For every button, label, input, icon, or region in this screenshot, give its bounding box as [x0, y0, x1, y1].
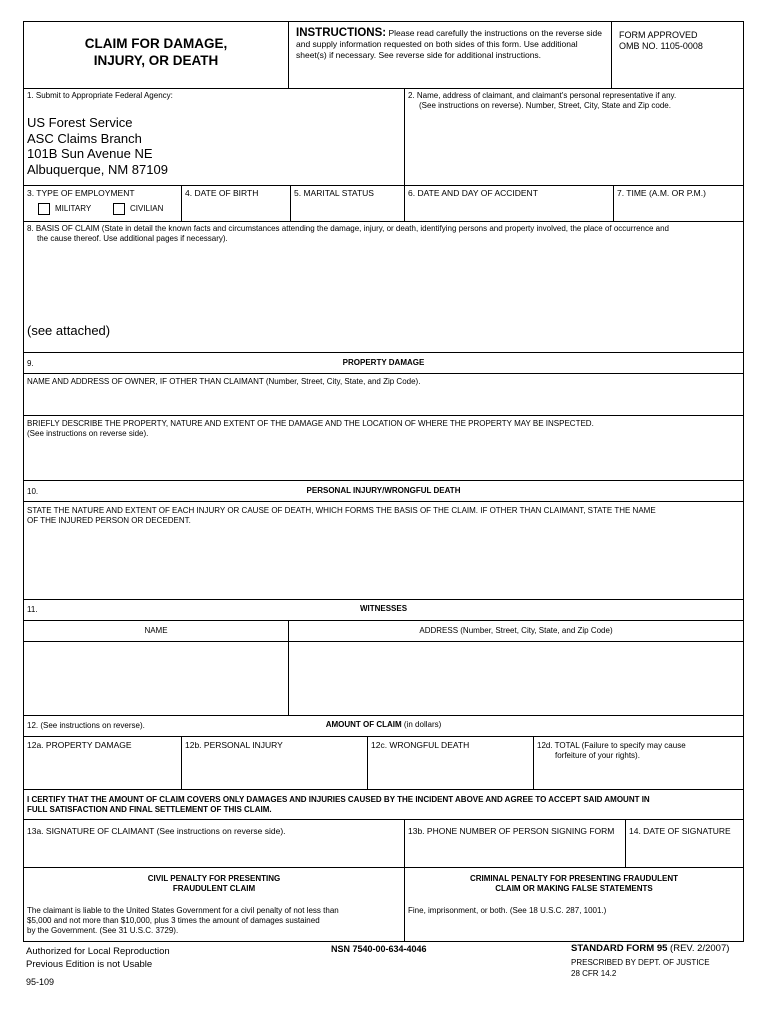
civil-penalty-line: $5,000 and not more than $10,000, plus 3 times the amount of damages sustained	[27, 916, 320, 925]
amount-of-claim-heading	[24, 720, 743, 730]
divider	[24, 620, 743, 621]
claimant-label	[408, 91, 743, 111]
claimant-label-line: (See instructions on reverse). Number, Street, City, State and Zip code.	[419, 101, 671, 110]
civilian-label: CIVILIAN	[130, 204, 164, 213]
reproduction-line: Previous Edition is not Usable	[26, 958, 153, 970]
phone-field[interactable]	[405, 838, 624, 866]
injury-label-line: STATE THE NATURE AND EXTENT OF EACH INJURY OR CAUSE OF DEATH, WHICH FORMS THE BASIS OF THE CLAIM. IF OTHER THAN CLAIMANT, STATE THE NAME	[27, 506, 656, 515]
criminal-penalty-text: Fine, imprisonment, or both. (See 18 U.S.C. 287, 1001.)	[408, 906, 607, 915]
standard-form-revision: (REV. 2/2007)	[667, 943, 730, 954]
prescribed-line: PRESCRIBED BY DEPT. OF JUSTICE	[571, 958, 710, 967]
divider	[288, 22, 289, 88]
divider	[24, 373, 743, 374]
agency-line: 101B Sun Avenue NE	[27, 146, 153, 161]
agency-line: US Forest Service	[27, 115, 133, 130]
form-title	[24, 35, 288, 69]
signature-label: 13a. SIGNATURE OF CLAIMANT (See instructions on reverse side).	[27, 826, 286, 836]
basis-value[interactable]: (see attached)	[27, 323, 111, 338]
divider	[24, 789, 743, 790]
nsn-number: NSN 7540-00-634-4046	[331, 944, 427, 954]
divider	[613, 185, 614, 221]
agency-label: 1. Submit to Appropriate Federal Agency:	[27, 91, 173, 100]
reproduction-note	[26, 946, 170, 971]
employment-label: 3. TYPE OF EMPLOYMENT	[27, 188, 135, 198]
basis-label	[27, 224, 741, 244]
divider	[24, 480, 743, 481]
prescribed-line: 28 CFR 14.2	[571, 968, 617, 978]
divider	[181, 185, 182, 221]
property-description-line: (See instructions on reverse side).	[27, 429, 149, 438]
signature-field[interactable]	[25, 838, 403, 866]
property-description-label	[27, 419, 741, 439]
military-label: MILITARY	[55, 204, 92, 213]
certification-line: FULL SATISFACTION AND FINAL SETTLEMENT OF THIS CLAIM.	[27, 805, 272, 814]
divider	[24, 715, 743, 716]
witness-address-header: ADDRESS (Number, Street, City, State, and Zip Code)	[419, 626, 613, 635]
divider	[24, 352, 743, 353]
instructions	[296, 28, 606, 61]
civil-penalty-line: The claimant is liable to the United States Government for a civil penalty of not less than	[27, 906, 339, 915]
dob-label: 4. DATE OF BIRTH	[185, 188, 259, 198]
personal-injury-heading: PERSONAL INJURY/WRONGFUL DEATH	[306, 486, 461, 495]
divider	[367, 736, 368, 789]
divider	[404, 185, 405, 221]
phone-label: 13b. PHONE NUMBER OF PERSON SIGNING FORM	[408, 826, 615, 836]
divider	[24, 185, 743, 186]
divider	[24, 415, 743, 416]
section-10-number: 10.	[27, 487, 39, 496]
injury-label	[27, 506, 741, 526]
basis-label-line: the cause thereof. Use additional pages if necessary).	[37, 234, 228, 243]
signature-date-label: 14. DATE OF SIGNATURE	[629, 826, 731, 836]
instructions-text: Please read carefully the instructions on the reverse side and supply information requested on both sides of this form. Use additional sheet(s) if necessary. See reverse side for additional instructions.	[296, 28, 603, 60]
total-label-line: forfeiture of your rights).	[555, 751, 640, 760]
approval-line: FORM APPROVED	[619, 30, 698, 40]
signature-date-field[interactable]	[626, 838, 743, 866]
military-option[interactable]	[38, 203, 91, 215]
approval-line: OMB NO. 1105-0008	[619, 41, 703, 51]
amount-heading-note: (in dollars)	[401, 720, 442, 729]
form-title-line: INJURY, OR DEATH	[93, 53, 219, 68]
divider	[24, 501, 743, 502]
civil-penalty-title	[24, 874, 404, 894]
marital-status-label: 5. MARITAL STATUS	[294, 188, 374, 198]
basis-label-line: 8. BASIS OF CLAIM (State in detail the known facts and circumstances attending the damage, injury, or death, identifying persons and property involved, the place of occurrence and	[27, 224, 669, 233]
amount-heading: AMOUNT OF CLAIM	[325, 720, 402, 729]
injury-label-line: OF THE INJURED PERSON OR DECEDENT.	[27, 516, 191, 525]
civilian-checkbox[interactable]	[113, 203, 125, 215]
divider	[24, 867, 743, 868]
owner-label: NAME AND ADDRESS OF OWNER, IF OTHER THAN CLAIMANT (Number, Street, City, State, and Zip Code).	[27, 377, 421, 386]
divider	[24, 819, 743, 820]
divider	[24, 88, 743, 89]
prescribed-by	[571, 958, 710, 979]
divider	[24, 221, 743, 222]
section-9-number: 9.	[27, 359, 34, 368]
claimant-label-line: 2. Name, address of claimant, and claimant's personal representative if any.	[408, 91, 677, 100]
total-label-line: 12d. TOTAL (Failure to specify may cause	[537, 741, 686, 750]
witness-name-header: NAME	[144, 626, 168, 635]
form-code: 95-109	[26, 977, 55, 987]
divider	[290, 185, 291, 221]
criminal-penalty-title	[405, 874, 743, 894]
divider	[24, 641, 743, 642]
property-description-line: BRIEFLY DESCRIBE THE PROPERTY, NATURE AND EXTENT OF THE DAMAGE AND THE LOCATION OF WHERE THE PROPERTY MAY BE INSPECTED.	[27, 419, 594, 428]
divider	[533, 736, 534, 789]
accident-date-label: 6. DATE AND DAY OF ACCIDENT	[408, 188, 538, 198]
military-checkbox[interactable]	[38, 203, 50, 215]
criminal-penalty-title-line: CLAIM OR MAKING FALSE STATEMENTS	[495, 884, 653, 893]
claimant-field[interactable]	[405, 112, 743, 184]
witnesses-heading: WITNESSES	[359, 604, 408, 613]
criminal-penalty-title-line: CRIMINAL PENALTY FOR PRESENTING FRAUDULENT	[469, 874, 678, 883]
total-amount-label	[537, 741, 741, 761]
standard-form-label	[571, 943, 729, 955]
civil-penalty-title-line: FRAUDULENT CLAIM	[172, 884, 256, 893]
instructions-label: INSTRUCTIONS:	[296, 27, 387, 39]
civilian-option[interactable]	[113, 203, 163, 215]
divider	[181, 736, 182, 789]
divider	[611, 22, 612, 88]
civil-penalty-line: by the Government. (See 31 U.S.C. 3729).	[27, 926, 179, 935]
civil-penalty-text	[27, 906, 401, 936]
claim-form	[23, 21, 744, 942]
standard-form-name: STANDARD FORM 95	[571, 943, 668, 954]
agency-address[interactable]	[27, 115, 397, 177]
property-damage-heading: PROPERTY DAMAGE	[342, 358, 425, 367]
accident-time-label: 7. TIME (A.M. OR P.M.)	[617, 188, 706, 198]
wrongful-death-amount-label: 12c. WRONGFUL DEATH	[371, 740, 470, 750]
reproduction-line: Authorized for Local Reproduction	[26, 946, 170, 957]
omb-approval	[619, 30, 739, 52]
divider	[24, 736, 743, 737]
section-12-number: 12. (See instructions on reverse).	[27, 721, 145, 730]
agency-line: Albuquerque, NM 87109	[27, 161, 168, 177]
personal-injury-amount-label: 12b. PERSONAL INJURY	[185, 740, 283, 750]
civil-penalty-title-line: CIVIL PENALTY FOR PRESENTING	[147, 874, 281, 883]
form-title-line: CLAIM FOR DAMAGE,	[84, 36, 228, 51]
property-damage-amount-label: 12a. PROPERTY DAMAGE	[27, 740, 132, 750]
divider	[24, 599, 743, 600]
section-11-number: 11.	[27, 605, 38, 614]
certification-statement	[27, 795, 741, 815]
agency-line: ASC Claims Branch	[27, 130, 142, 146]
certification-line: I CERTIFY THAT THE AMOUNT OF CLAIM COVERS ONLY DAMAGES AND INJURIES CAUSED BY THE INCIDENT ABOVE AND AGREE TO ACCEPT SAID AMOUNT IN	[27, 795, 650, 804]
